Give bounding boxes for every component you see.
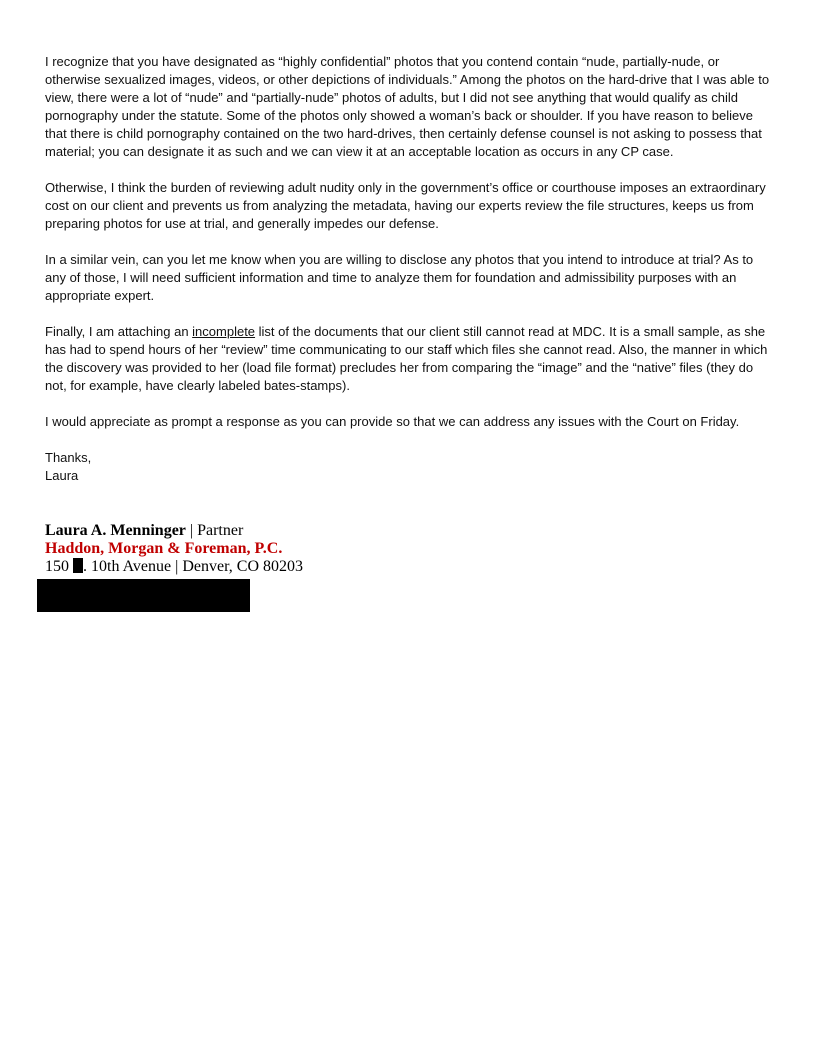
inline-redaction xyxy=(73,558,83,573)
signature-firm: Haddon, Morgan & Foreman, P.C. xyxy=(45,540,283,557)
closing-line: Thanks, xyxy=(45,450,92,465)
signoff-name: Laura xyxy=(45,468,79,483)
signature-address xyxy=(45,558,303,576)
signature-name: Laura A. Menninger xyxy=(45,522,186,539)
paragraph-request: I would appreciate as prompt a response as you can provide so that we can address any issues with the Court on Friday. xyxy=(45,414,740,429)
paragraph-trial-photos: In a similar vein, can you let me know when you are willing to disclose any photos that you intend to introduce at trial? As to any of those, I will need sufficient information and time to analyze them for foundation and admissibility purposes with an appropriate expert. xyxy=(45,252,754,303)
address-rest: . 10th Avenue | Denver, CO 80203 xyxy=(83,558,304,575)
paragraph-burden: Otherwise, I think the burden of reviewing adult nudity only in the government’s office or courthouse imposes an extraordinary cost on our client and prevents us from analyzing the metadata, having our experts review the file structures, keeps us from preparing photos for use at trial, and generally impedes our defense. xyxy=(45,180,766,231)
signature-name-line xyxy=(45,522,303,540)
signature-title: Partner xyxy=(197,522,244,539)
underlined-word: incomplete xyxy=(192,324,256,339)
paragraph-attachment xyxy=(45,323,775,395)
email-signature xyxy=(45,522,303,576)
signature-separator: | xyxy=(185,522,198,539)
email-body xyxy=(45,53,775,485)
redaction-block xyxy=(37,579,250,612)
address-number: 150 xyxy=(45,558,73,575)
paragraph-attachment-lead: Finally, I am attaching an xyxy=(45,324,193,339)
paragraph-attachment-rest: list of the documents that our client still cannot read at MDC. It is a small sample, as she has had to spend hours of her “review” time communicating to our staff which files she cannot read. Also, the manner in which the discovery was provided to her (load file format) precludes her from comparing the “image” and the “native” files (they do not, for example, have clearly labeled bates-stamps). xyxy=(45,324,768,393)
paragraph-confidential-photos: I recognize that you have designated as “highly confidential” photos that you contend contain “nude, partially-nude, or otherwise sexualized images, videos, or other depictions of individuals.” Among the photos on the hard-drive that I was able to view, there were a lot of “nude” and “partially-nude” photos of adults, but I did not see anything that would qualify as child pornography under the statute. Some of the photos only showed a woman’s back or shoulder. If you have reason to believe that there is child pornography contained on the two hard-drives, then certainly defense counsel is not asking to possess that material; you can designate it as such and we can view it at an acceptable location as occurs in any CP case. xyxy=(45,54,770,159)
